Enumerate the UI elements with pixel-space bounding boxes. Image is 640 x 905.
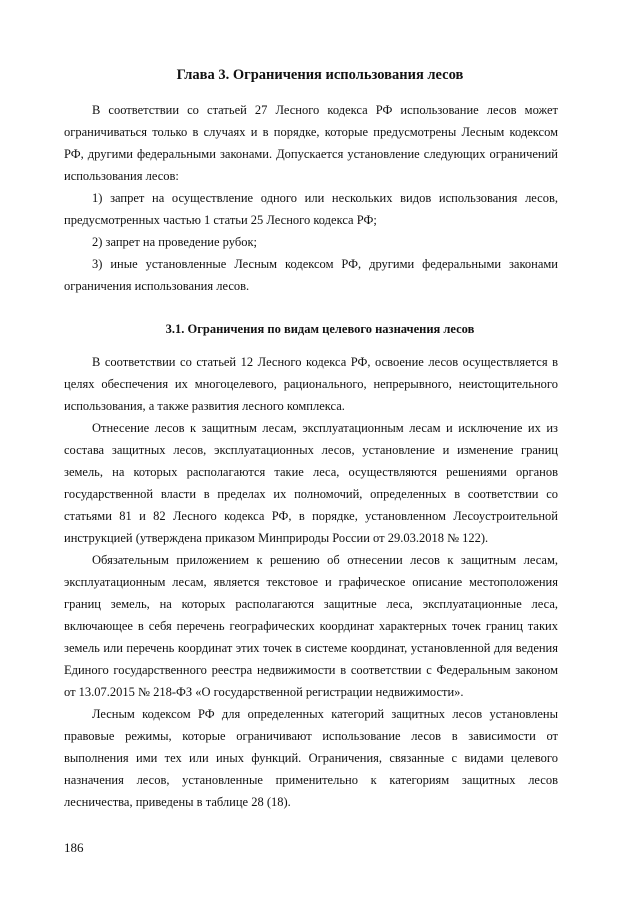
- page-number: 186: [64, 840, 84, 855]
- section-paragraph: Лесным кодексом РФ для определенных категорий защитных лесов установлены правовые режимы, которые ограничивают использование лесов в зависимости от выполнения ими тех или иных функций. Ограничения, связанные с видами целевого назначения лесов, установленные применительно к категориям защитных лесов лесничества, приведены в таблице 28 (18).: [64, 707, 558, 809]
- chapter-body: [64, 99, 558, 297]
- list-item: 3) иные установленные Лесным кодексом РФ, другими федеральными законами ограничения использования лесов.: [64, 257, 558, 293]
- section-paragraph: В соответствии со статьей 12 Лесного кодекса РФ, освоение лесов осуществляется в целях обеспечения их многоцелевого, рационального, непрерывного, неистощительного использования, а также развития лесного комплекса.: [64, 355, 558, 413]
- chapter-intro-paragraph: В соответствии со статьей 27 Лесного кодекса РФ использование лесов может ограничиваться только в случаях и в порядке, которые предусмотрены Лесным кодексом РФ, другими федеральными законами. Допускается установление следующих ограничений использования лесов:: [64, 103, 558, 183]
- list-item: 1) запрет на осуществление одного или нескольких видов использования лесов, предусмотренных частью 1 статьи 25 Лесного кодекса РФ;: [64, 191, 558, 227]
- chapter-title: Глава 3. Ограничения использования лесов: [176, 67, 464, 83]
- section-title: 3.1. Ограничения по видам целевого назначения лесов: [165, 322, 475, 336]
- section-paragraph: Отнесение лесов к защитным лесам, эксплуатационным лесам и исключение их из состава защитных лесов, эксплуатационных лесов, установление и изменение границ земель, на которых располагаются такие леса, осуществляются решениями органов государственной власти в пределах их полномочий, определенных в соответствии со статьями 81 и 82 Лесного кодекса РФ, в порядке, установленном Лесоустроительной инструкцией (утверждена приказом Минприроды России от 29.03.2018 № 122).: [64, 421, 558, 545]
- list-item: 2) запрет на проведение рубок;: [92, 235, 257, 249]
- section-paragraph: Обязательным приложением к решению об отнесении лесов к защитным лесам, эксплуатационным лесам, является текстовое и графическое описание местоположения границ земель, на которых располагаются защитные леса, эксплуатационные леса, включающее в себя перечень географических координат характерных точек границ таких земель или перечень координат этих точек в системе координат, установленной для ведения Единого государственного реестра недвижимости в соответствии с Федеральным законом от 13.07.2015 № 218-ФЗ «О государственной регистрации недвижимости».: [64, 553, 558, 699]
- section-body: [64, 351, 558, 813]
